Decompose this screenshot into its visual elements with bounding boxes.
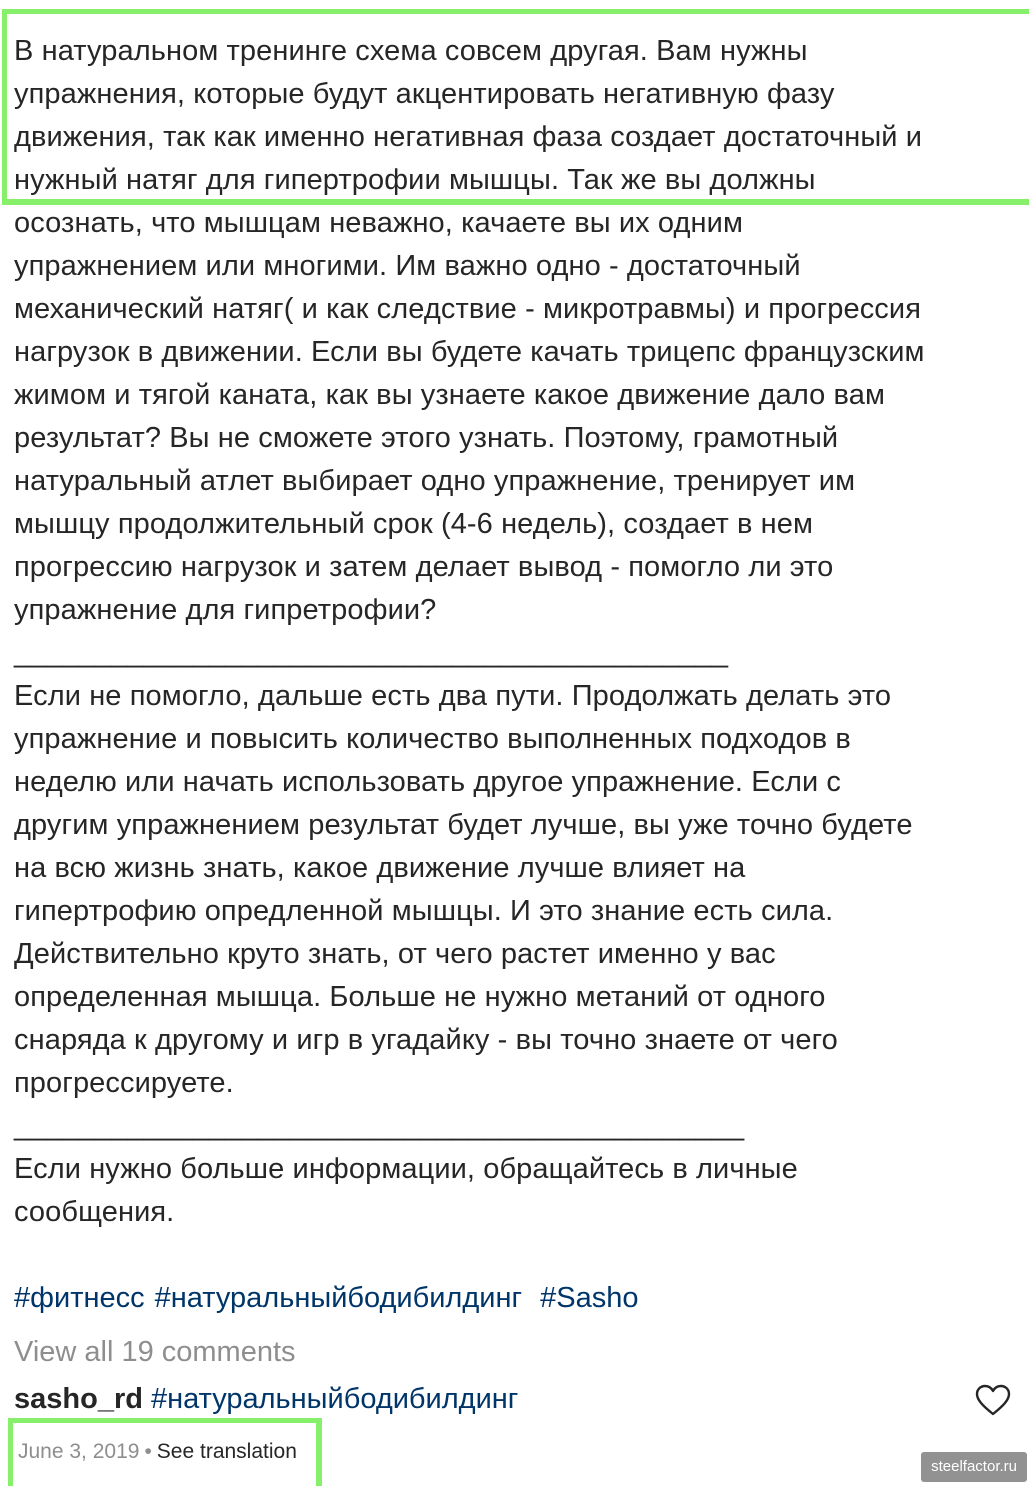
caption-line: неделю или начать использовать другое упражнение. Если с xyxy=(14,766,842,798)
caption-line: движения, так как именно негативная фаза создает достаточный и xyxy=(14,121,923,153)
caption-line: жимом и тягой каната, как вы узнаете какое движение дало вам xyxy=(14,379,886,411)
caption-paragraph-2 xyxy=(14,675,1024,1105)
caption-line: мышцу продолжительный срок (4-6 недель), создает в нем xyxy=(14,508,814,540)
see-translation-link[interactable]: See translation xyxy=(156,1440,297,1463)
watermark: steelfactor.ru xyxy=(921,1452,1027,1482)
caption-line: натуральный атлет выбирает одно упражнение, тренирует им xyxy=(14,465,856,497)
caption-line: прогрессируете. xyxy=(14,1067,234,1099)
caption-line: результат? Вы не сможете этого узнать. Поэтому, грамотный xyxy=(14,422,839,454)
highlight-box-date xyxy=(8,1418,322,1486)
caption-line: Если не помогло, дальше есть два пути. Продолжать делать это xyxy=(14,680,892,712)
post-date: June 3, 2019 xyxy=(18,1440,140,1463)
caption-line: определенная мышца. Больше не нужно метаний от одного xyxy=(14,981,826,1013)
caption-line: нужный натяг для гипертрофии мышцы. Так же вы должны xyxy=(14,164,816,196)
caption-line: упражнением или многими. Им важно одно - достаточный xyxy=(14,250,801,282)
caption-paragraph-3 xyxy=(14,1148,1024,1234)
highlight-box-caption xyxy=(2,9,1029,205)
caption-line: В натуральном тренинге схема совсем другая. Вам нужны xyxy=(14,35,808,67)
caption-line: другим упражнением результат будет лучше, вы уже точно будете xyxy=(14,809,913,841)
hashtag-link[interactable]: #натуральныйбодибилдинг xyxy=(154,1282,523,1314)
caption-line: сообщения. xyxy=(14,1196,175,1228)
caption-divider: _____________________________________________ xyxy=(14,1110,745,1142)
caption-line: упражнения, которые будут акцентировать негативную фазу xyxy=(14,78,835,110)
heart-outline-icon[interactable] xyxy=(975,1384,1011,1416)
caption-line: механический натяг( и как следствие - микротравмы) и прогрессия xyxy=(14,293,921,325)
caption-line: упражнение и повысить количество выполненных подходов в xyxy=(14,723,851,755)
comment-username[interactable]: sasho_rd xyxy=(14,1383,143,1415)
caption-line: Если нужно больше информации, обращайтесь в личные xyxy=(14,1153,798,1185)
meta-separator: • xyxy=(144,1440,152,1463)
caption-line: на всю жизнь знать, какое движение лучше влияет на xyxy=(14,852,746,884)
caption-divider: ____________________________________________ xyxy=(14,637,729,669)
post-caption xyxy=(14,30,1024,1234)
comment-hashtag[interactable]: #натуральныйбодибилдинг xyxy=(150,1383,519,1415)
caption-line: гипертрофию опредленной мышцы. И это знание есть сила. xyxy=(14,895,834,927)
comment-row xyxy=(14,1378,518,1421)
caption-line: осознать, что мышцам неважно, качаете вы их одним xyxy=(14,207,743,239)
caption-line: упражнение для гипретрофии? xyxy=(14,594,437,626)
caption-line: прогрессию нагрузок и затем делает вывод - помогло ли это xyxy=(14,551,834,583)
caption-line: Действительно круто знать, от чего растет именно у вас xyxy=(14,938,776,970)
view-all-comments-link[interactable]: View all 19 comments xyxy=(14,1336,296,1368)
caption-line: нагрузок в движении. Если вы будете качать трицепс французским xyxy=(14,336,925,368)
hashtag-link[interactable]: #Sasho xyxy=(532,1282,639,1314)
hashtag-link[interactable]: #фитнесс xyxy=(14,1282,145,1314)
hashtag-list xyxy=(14,1277,648,1320)
caption-line: снаряда к другому и игр в угадайку - вы точно знаете от чего xyxy=(14,1024,838,1056)
